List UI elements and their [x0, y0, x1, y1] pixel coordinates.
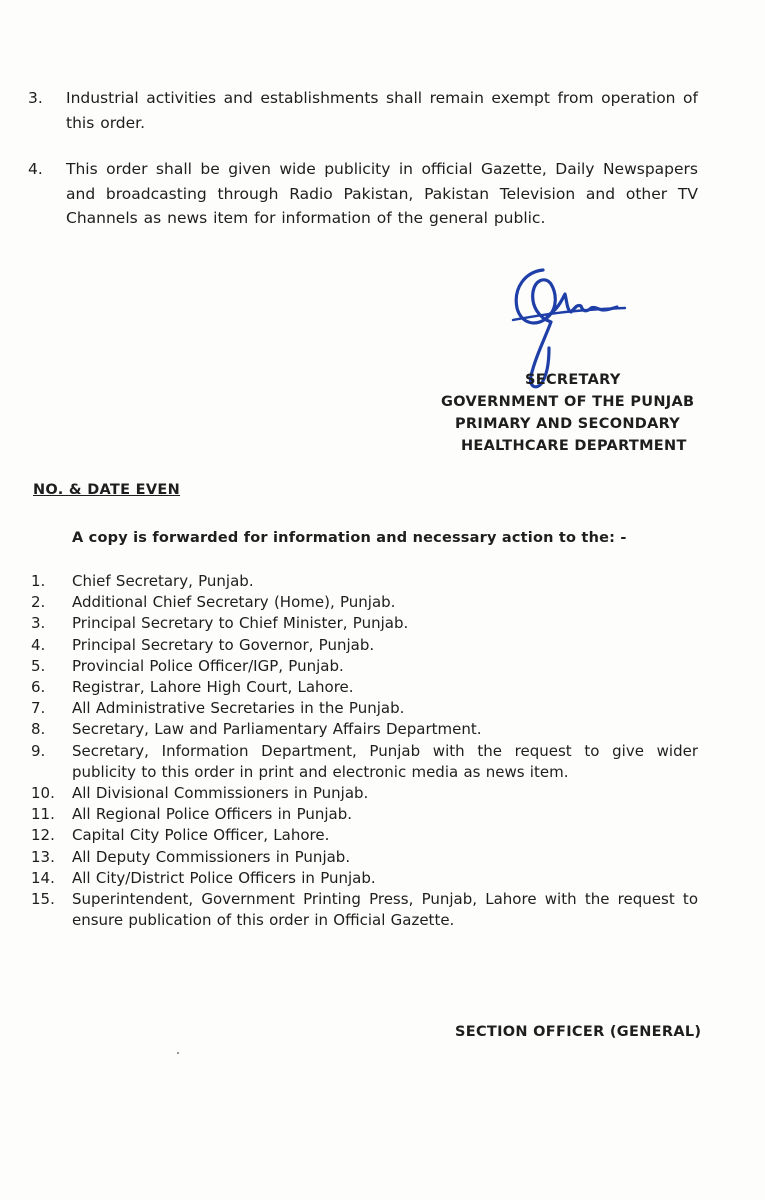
- list-item-text: Registrar, Lahore High Court, Lahore.: [72, 678, 354, 697]
- list-item-text: All Deputy Commissioners in Punjab.: [72, 847, 351, 866]
- list-item-text: All Divisional Commissioners in Punjab.: [72, 784, 369, 803]
- list-item-text: Superintendent, Government Printing Press, Punjab, Lahore with the request to ensure publication of this order in Official Gazette.: [72, 890, 698, 930]
- list-item-number: 8.: [31, 720, 46, 739]
- list-item: [0, 847, 765, 868]
- list-item: [0, 868, 765, 889]
- list-item-number: 10.: [31, 784, 55, 803]
- list-item: [0, 698, 765, 719]
- list-item-text: Secretary, Information Department, Punjab with the request to give wider publicity to this order in print and electronic media as news item.: [72, 741, 698, 781]
- paragraph-text: This order shall be given wide publicity in official Gazette, Daily Newspapers and broadcasting through Radio Pakistan, Pakistan Television and other TV Channels as news item for information of the general public.: [66, 160, 698, 227]
- list-item-text: Principal Secretary to Chief Minister, Punjab.: [72, 614, 409, 633]
- list-item: [0, 571, 765, 592]
- list-item: [0, 613, 765, 634]
- list-item: [0, 719, 765, 740]
- list-item: [0, 592, 765, 613]
- list-item-text: Secretary, Law and Parliamentary Affairs Department.: [72, 720, 482, 739]
- list-item-number: 2.: [31, 593, 46, 612]
- list-item-number: 12.: [31, 826, 55, 845]
- list-item-number: 14.: [31, 868, 55, 887]
- list-item-text: All Administrative Secretaries in the Punjab.: [72, 699, 405, 718]
- list-item-number: 11.: [31, 805, 55, 824]
- closing-signatory: SECTION OFFICER (GENERAL): [455, 1024, 702, 1040]
- list-item: [0, 656, 765, 677]
- list-item-number: 5.: [31, 656, 46, 675]
- list-item: [0, 804, 765, 825]
- list-item-number: 1.: [31, 572, 46, 590]
- list-item-text: Capital City Police Officer, Lahore.: [72, 826, 330, 845]
- paragraph-number: 3.: [28, 89, 43, 107]
- list-item-number: 15.: [31, 890, 55, 909]
- signatory-title: SECRETARY: [525, 372, 621, 388]
- list-item: [0, 635, 765, 656]
- list-item: [0, 889, 765, 931]
- list-item-text: All Regional Police Officers in Punjab.: [72, 805, 353, 824]
- list-item: [0, 825, 765, 846]
- signatory-department-line1: PRIMARY AND SECONDARY: [455, 416, 681, 432]
- forwarding-note: A copy is forwarded for information and necessary action to the: -: [72, 530, 627, 546]
- signatory-government: GOVERNMENT OF THE PUNJAB: [441, 394, 695, 410]
- paragraph-text: Industrial activities and establishments shall remain exempt from operation of this order.: [66, 89, 698, 132]
- list-item: [0, 741, 765, 783]
- ink-speck: [177, 1052, 179, 1054]
- list-item-number: 9.: [31, 741, 46, 760]
- distribution-list: [0, 571, 765, 931]
- list-item: [0, 783, 765, 804]
- list-item-number: 13.: [31, 847, 55, 866]
- list-item-text: Chief Secretary, Punjab.: [72, 572, 254, 590]
- reference-number: NO. & DATE EVEN: [33, 482, 181, 498]
- list-item-number: 7.: [31, 699, 46, 718]
- list-item-text: Principal Secretary to Governor, Punjab.: [72, 635, 375, 654]
- list-item-number: 4.: [31, 635, 46, 654]
- list-item: [0, 677, 765, 698]
- list-item-number: 6.: [31, 678, 46, 697]
- list-item-number: 3.: [31, 614, 46, 633]
- paragraph-4: [28, 157, 698, 231]
- list-item-text: Additional Chief Secretary (Home), Punjab.: [72, 593, 396, 612]
- list-item-text: All City/District Police Officers in Punjab.: [72, 868, 376, 887]
- paragraph-number: 4.: [28, 160, 43, 178]
- list-item-text: Provincial Police Officer/IGP, Punjab.: [72, 656, 344, 675]
- paragraph-3: [28, 86, 698, 135]
- signatory-department-line2: HEALTHCARE DEPARTMENT: [461, 438, 687, 454]
